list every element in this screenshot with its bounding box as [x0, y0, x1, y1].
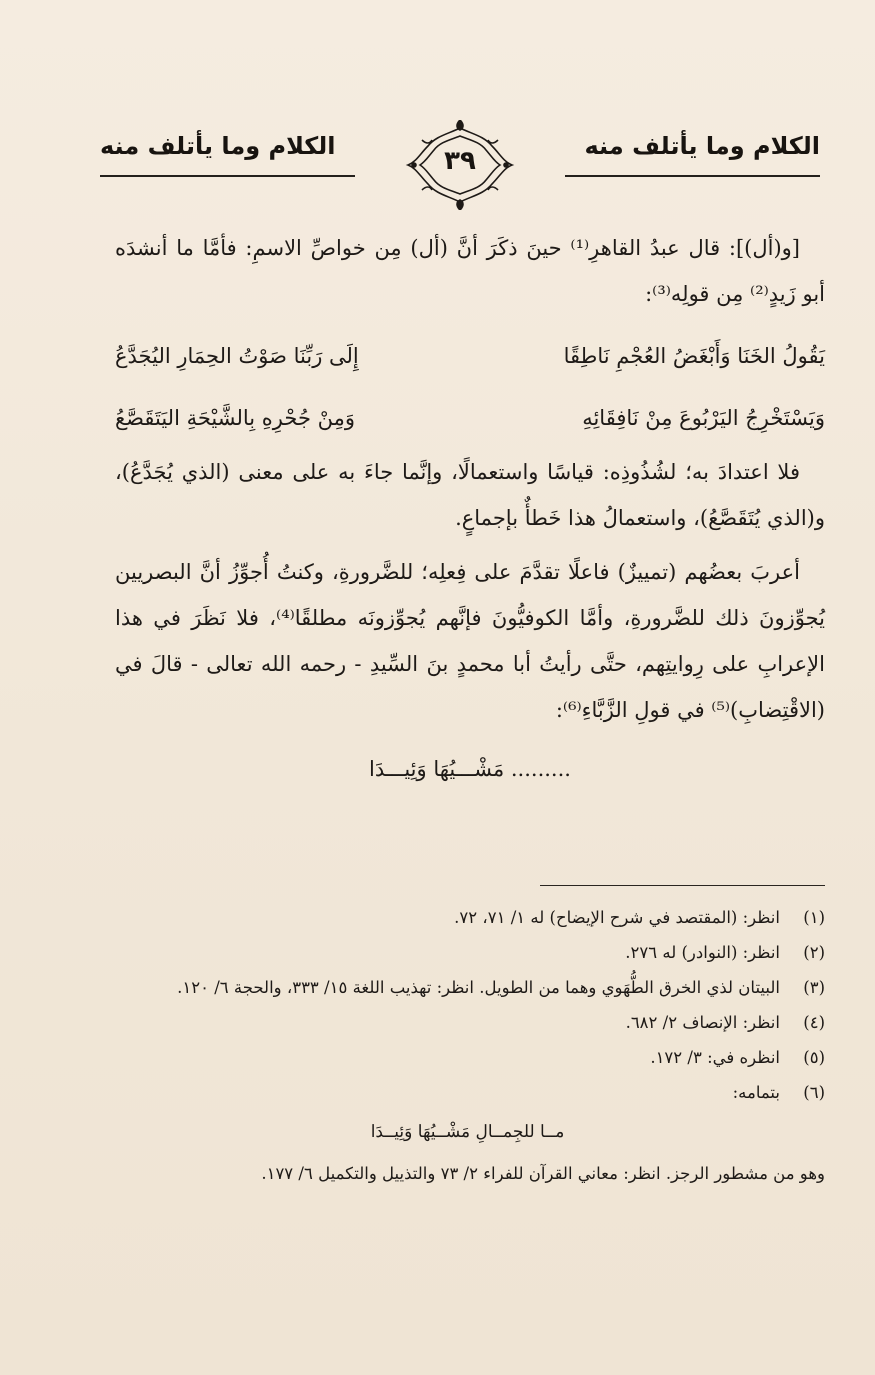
footnote: [110, 1005, 825, 1040]
verse-2-hemistich-left: وَمِنْ جُحْرِهِ بِالشَّيْحَةِ اليَتَقَصَّعُ: [115, 406, 355, 430]
main-text: [115, 225, 825, 797]
verse-line-3: ......... مَشْـــيُهَا وَئِيـــدَا: [369, 757, 571, 781]
paragraph-3-line-3: نَظَرَ في هذا الإعرابِ على رِوايتِهم، حتَّى رأيتُ أبا محمدٍ بنَ السِّيدِ - رحمه الله تعالى -: [115, 606, 825, 676]
paragraph-1-line-2: أبو زَيدٍ⁽²⁾ مِن قولِه⁽³⁾:: [645, 282, 825, 306]
footnote-separator: [540, 885, 825, 886]
paragraph-3-line-1: أعربَ بعضُهم (تمييزٌ) فاعلًا تقدَّمَ على فِعلِه؛ للضَّرورةِ، وكنتُ أُجوِّزُ أنَّ: [199, 560, 800, 584]
footnote: [110, 1040, 825, 1075]
footnotes: [110, 900, 825, 1191]
footnote-text: البيتان لذي الخرق الطُّهَوي وهما من الطويل. انظر: تهذيب اللغة ١٥/ ٣٣٣، والحجة ٦/ ١٢٠.: [177, 978, 780, 997]
footnote: [110, 935, 825, 970]
page-header: [100, 120, 820, 210]
footnote-continuation: وهو من مشطور الرجز. انظر: معاني القرآن للفراء ٢/ ٧٣ والتذييل والتكميل ٦/ ١٧٧.: [261, 1164, 825, 1183]
header-rule-left: [100, 175, 355, 177]
verse-1-hemistich-left: إِلَى رَبِّنَا صَوْتُ الحِمَارِ اليُجَدَّعُ: [115, 344, 359, 368]
paragraph-2: [115, 449, 825, 541]
footnote-text: بتمامه:: [732, 1083, 780, 1102]
verse-1-hemistich-right: يَقُولُ الخَنَا وَأَبْغَضُ العُجْمِ نَاطِقًا: [563, 344, 825, 368]
paragraph-3-line-4: قالَ في (الاقْتِضابِ)⁽⁵⁾ في قولِ الزَّبَّاءِ⁽⁶⁾:: [115, 652, 825, 722]
paragraph-1-line-1: [و(أل)]: قال عبدُ القاهرِ⁽¹⁾ حينَ ذكَرَ أنَّ (أل) مِن خواصِّ الاسمِ: فأمَّا ما أنشدَه: [115, 236, 800, 260]
footnote-text: انظر: الإنصاف ٢/ ٦٨٢.: [625, 1013, 780, 1032]
footnote-text: انظر: (النوادر) له ٢٧٦.: [625, 943, 780, 962]
paragraph-2-line-2: يُجَدَّعُ)، و(الذي يُتَقَصَّعُ)، واستعمالُ هذا خَطأٌ بإجماعٍ.: [115, 460, 825, 530]
footnote-number: (٤): [803, 1013, 825, 1032]
header-rule-right: [565, 175, 820, 177]
footnote-text: انظره في: ٣/ ١٧٢.: [650, 1048, 780, 1067]
verse-2-hemistich-right: وَيَسْتَخْرِجُ اليَرْبُوعَ مِنْ نَافِقَائِهِ: [582, 406, 825, 430]
footnote-number: (٦): [803, 1083, 825, 1102]
footnote-verse: مــا للجِمــالِ مَشْــيُهَا وَئِيــدَا: [370, 1122, 565, 1142]
page-number: ٣٩: [444, 146, 476, 176]
footnote-number: (١): [803, 908, 825, 927]
footnote: [110, 970, 825, 1005]
footnote: [110, 1075, 825, 1110]
paragraph-3-line-2: البصريين يُجوِّزونَ ذلك للضَّرورةِ، وأمَّا الكوفيُّونَ فإنَّهم يُجوِّزونَه مطلقًا⁽⁴⁾، فلا: [115, 560, 826, 630]
paragraph-1: [115, 225, 825, 317]
footnote-number: (٣): [803, 978, 825, 997]
footnote-number: (٢): [803, 943, 825, 962]
verse-line-1: [115, 325, 825, 387]
verse-line-2: [115, 387, 825, 449]
footnote-number: (٥): [803, 1048, 825, 1067]
paragraph-2-line-1: فلا اعتدادَ به؛ لشُذُوذِه: قياسًا واستعمالًا، وإنَّما جاءَ به على معنى (الذي: [181, 460, 800, 484]
footnote-text: انظر: (المقتصد في شرح الإيضاح) له ١/ ٧١، ٧٢.: [454, 908, 780, 927]
paragraph-3: [115, 549, 825, 733]
running-title-right: الكلام وما يأتلف منه: [584, 132, 820, 160]
footnote: [110, 900, 825, 935]
running-title-left: الكلام وما يأتلف منه: [100, 132, 336, 160]
